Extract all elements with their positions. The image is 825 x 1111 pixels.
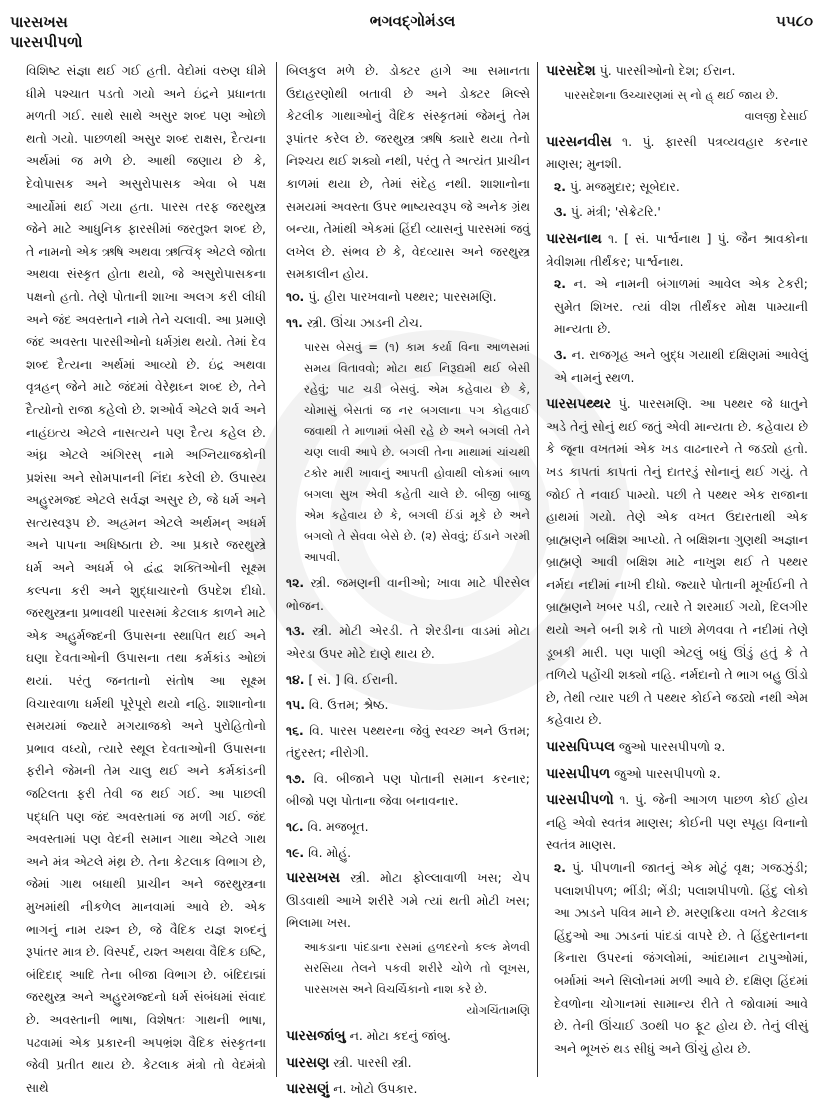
sense-17: ૧૭. વિ. બીજાને પણ પોતાની સમાન કરનાર; બીજો પણ પોતાના જેવા બનાવનાર. [286,770,530,809]
sense-10: ૧૦. પું. હીરા પારખવાનો પથ્થર; પારસમણિ. [286,288,497,304]
column-divider-1 [276,62,277,1077]
entry-paraspipalo: પારસપીપળો ૧. પું. જેની આગળ પાછળ કોઈ હોય નહિ એવો સ્વતંત્ર માણસ; કોઈની પણ સ્પૃહા વિનાનો સ્વતંત્ર માણસ. ૨. પું. પીપળાની જાતનું એક મોટું વૃક્ષ; ગજઝુંડી; પલાશપીપળ; ભીંડી; ભેંડી; પલાશપીપળો. હિંદુ લોકો આ ઝાડને પવિત્ર માને છે. મરણક્રિયા વખતે કેટલાક હિંદુઓ આ ઝાડનાં પાંદડાં વાપરે છે. તે હિંદુસ્તાનના કિનારા ઉપરનાં જંગલોમાં, આંદામાન ટાપુઓમાં, બર્મામાં અને સિલોનમાં મળી આવે છે. દક્ષિણ હિંદમાં દેવળોના ચોગાનમાં સામાન્ય રીતે તે જોવામાં આવે છે. તેની ઊંચાઈ ૩૦થી ૫૦ ફૂટ હોય છે. તેનું લીસું અને ભૂખરું થડ સીધું અને ઊંચું હોય છે. [546,789,808,1060]
citation-block: આકડાના પાંદડાના રસમાં હળદરનો કલ્ક મેળવી સરસિયા તેલને પકવી શરીરે ચોળે તો લૂખસ, પારસખસ અને વિચર્ચિકાનો નાશ કરે છે. યોગચિંતામણિ [304,937,530,1021]
sense-14: ૧૪. [ સં. ] વિ. ઈરાની. [286,671,398,687]
entry-paraspippal: પારસપિપ્પલ જુઓ પારસપીપળો ૨. [546,739,726,756]
sense-16: ૧૬. વિ. પારસ પથ્થરના જેવું સ્વચ્છ અને ઉત્તમ; તંદુરસ્ત; નીરોગી. [286,722,530,761]
entry-parasanu: પારસણું ન. ખોટો ઉપકાર. [286,1081,418,1098]
sense-19: ૧૯. વિ. મોહું. [286,844,352,860]
column-2 [286,60,530,1105]
citation-source: વાલજી દેસાઈ [744,108,808,123]
headword: પારસપીપળો [546,792,614,809]
entry-paraskhas: પારસખસ સ્ત્રી. મોટા ફોલ્લાવાળી ખસ; ચેપ ઊડવાથી આખે શરીરે ગમે ત્યાં થતી મોટી ખસ; ભિલામા ખસ. આકડાના પાંદડાના રસમાં હળદરનો કલ્ક મેળવી સરસિયા તેલને પકવી શરીરે ચોળે તો લૂખસ, પારસખસ અને વિચર્ચિકાનો નાશ કરે છે. યોગચિંતામણિ [286,867,530,1021]
sense: ૩. પું. મંત્રી; 'સેક્રેટરિ.' [554,204,661,220]
guide-word-first: પારસખસ [10,13,68,31]
column-divider-2 [537,62,538,1077]
page-number: ૫૫૮૦ [776,12,813,30]
sense-12: ૧૨. સ્ત્રી. જમણની વાનીઓ; ખાવા માટે પીરસેલ ભોજન. [286,575,530,613]
continued-paragraph: બિલકુલ મળે છે. ડોક્ટર હાગે આ સમાનતા ઉદાહરણોથી બતાવી છે અને ડોક્ટર મિલ્સે કેટલીક ગાથાઓનું વૈદિક સંસ્કૃતમાં જેમનું તેમ રૂપાંતર કરેલ છે. જરથુસ્ત્ર ઋષિ ક્યારે થયા તેનો નિશ્ચય થઈ શક્યો નથી, પરંતુ તે અત્યંત પ્રાચીન કાળમાં થયા છે, તેમાં સંદેહ નથી. શાશાનોના સમયમાં અવસ્તા ઉપર ભાષ્યસ્વરૂપ જે અનેક ગ્રંથ બન્યા, તેમાંથી એકમાં હિંદી વ્યાસનું પારસમાં જવું લખેલ છે. સંભવ છે કે, વેદવ્યાસ અને જરથુસ્ત્ર સમકાલીન હોય. [286,63,530,282]
headword: પારસપિપ્પલ [546,739,615,756]
sense: ૩. ન. રાજગૃહ અને બુદ્ધ ગયાથી દક્ષિણમાં આવેલું એ નામનું સ્થળ. [554,346,808,385]
guide-word-last: પારસપીપળો [10,33,83,51]
sense: ૨. ન. એ નામની બંગાળમાં આવેલ એક ટેકરી; સુમેત શિખર. ત્યાં વીશ તીર્થંકર મોક્ષ પામ્યાની માન્યતા છે. [554,276,808,337]
sense-13: ૧૩. સ્ત્રી. મોટી એરડી. તે શેરડીના વાડમાં મોટા એરડા ઉપર મોટે દાણે થાય છે. [286,623,530,661]
idiom-block: પારસ બેસવું = (૧) કામ કર્યા વિના આળસમાં સમય વિતાવવો; મોટા થઈ નિરૂદ્યમી થઈ બેસી રહેવું; પાટ ચડી બેસવું. એમ કહેવાય છે કે, ચોમાસું બેસતાં જ નર બગલાના પગ કોહવાઈ જવાથી તે માળામાં બેસી રહે છે અને બગલી તેને ચણ લાવી આપે છે. બગલી તેના માથામાં ચાંચથી ટકોર મારી ખાવાનું આપતી હોવાથી લોકમાં બાળ બગલા સુખ એવી કહેતી ચાલે છે. બીજી બાજુ એમ કહેવાય છે કે, બગલી ઈંડાં મૂકે છે અને બગલો તે સેવવા બેસે છે. (૨) સેવવું; ઈંડાને ગરમી આપવી. [304,340,530,565]
headword: પારસપીપળ [546,765,611,782]
column-3 [546,60,808,1064]
column-1 [26,60,266,1099]
entry-parasjambu: પારસજાંબુ ન. મોટા કદનું જાંબુ. [286,1028,451,1045]
sense: ૨. પું. મજમુદાર; સૂબેદાર. [554,178,680,194]
headword: પારસજાંબુ [286,1028,346,1045]
sense-15: ૧૫. વિ. ઉત્તમ; શ્રેષ્ઠ. [286,697,389,713]
entry-paraspipal: પારસપીપળ જુઓ પારસપીપળો ૨. [546,765,721,782]
entry-parasdesh: પારસદેશ પું. પારસીઓનો દેશ; ઈરાન. પારસદેશના ઉચ્ચારણમાં સ્ નો હ્ થઈ જાય છે. વાલજી દેસાઈ [546,60,808,127]
headword: પારસદેશ [546,63,596,79]
entry-parasnath: પારસનાથ ૧. [ સં. પાર્શ્વનાથ ] પું. જૈન શ્રાવકોના ત્રેવીશમા તીર્થંકર; પાર્શ્વનાથ. ૨. ન. એ નામની બંગાળમાં આવેલ એક ટેકરી; સુમેત શિખર. ત્યાં વીશ તીર્થંકર મોક્ષ પામ્યાની માન્યતા છે. ૩. ન. રાજગૃહ અને બુદ્ધ ગયાથી દક્ષિણમાં આવેલું એ નામનું સ્થળ. [546,228,808,389]
headword: પારસનવીસ [546,133,612,150]
headword: પારસખસ [286,870,340,887]
headword: પારસનાથ [546,230,602,247]
running-title: ભગવદ્ગોમંડલ [369,12,456,30]
page-header [0,0,825,58]
entry-paraspaththar: પારસપથ્થર પું. પારસમણિ. આ પથ્થર જે ધાતુને અડે તેનું સોનું થઈ જતું એવી માન્યતા છે. કહેવાય છે કે જૂના વખતમાં એક ખડ વાઢનારને તે જડ્યો હતો. ખડ કાપતાં કાપતાં તેનું દાતરડું સોનાનું થઈ ગયું. તે જોઈ તે નવાઈ પામ્યો. પછી તે પથ્થર એક રાજાના હાથમાં ગયો. તેણે એક વખત ઉદારતાથી એક બ્રાહ્મણને બક્ષિશ આપ્યો. તે બક્ષિશના ગુણથી અજ્ઞાન બ્રાહ્મણે આવી બક્ષિશ માટે નાખુશ થઈ તે પથ્થર નર્મદા નદીમાં નાખી દીધો. જ્યારે પોતાની મૂર્ખાઈની તે બ્રાહ્મણને ખબર પડી, ત્યારે તે શરમાઈ ગયો, દિલગીર થયો અને બની શકે તો પાછો મેળવવા તે નદીમાં તેણે ડૂબકી મારી. પણ પાણી એટલું બધું ઊંડું હતું કે તે તળિયે પહોંચી શક્યો નહિ. નર્મદાનો તે ભાગ બહુ ઊંડો છે, તેથી ત્યાર પછી તે પથ્થર કોઈને જડ્યો નથી એમ કહેવાય છે. [546,396,808,728]
entry-parasan: પારસણ સ્ત્રી. પારસી સ્ત્રી. [286,1054,412,1071]
sense: ૨. પું. પીપળાની જાતનું એક મોટું વૃક્ષ; ગજઝુંડી; પલાશપીપળ; ભીંડી; ભેંડી; પલાશપીપળો. હિંદુ લોકો આ ઝાડને પવિત્ર માને છે. મરણક્રિયા વખતે કેટલાક હિંદુઓ આ ઝાડનાં પાંદડાં વાપરે છે. તે હિંદુસ્તાનના કિનારા ઉપરનાં જંગલોમાં, આંદામાન ટાપુઓમાં, બર્મામાં અને સિલોનમાં મળી આવે છે. દક્ષિણ હિંદમાં દેવળોના ચોગાનમાં સામાન્ય રીતે તે જોવામાં આવે છે. તેની ઊંચાઈ ૩૦થી ૫૦ ફૂટ હોય છે. તેનું લીસું અને ભૂખરું થડ સીધું અને ઊંચું હોય છે. [554,860,808,1056]
sense-11: ૧૧. સ્ત્રી. ઊંચા ઝાડની ટોચ. [286,314,423,330]
citation-source: યોગચિંતામણિ [466,1003,530,1018]
headword: પારસણ [286,1054,330,1071]
entry-parasnavis: પારસનવીસ ૧. પું. ફારસી પત્રવ્યવહાર કરનાર માણસ; મુનશી. ૨. પું. મજમુદાર; સૂબેદાર. ૩. પું. મંત્રી; 'સેક્રેટરિ.' [546,131,808,224]
continued-paragraph: વિશિષ્ટ સંજ્ઞા થઈ ગઈ હતી. વેદોમાં વરુણ ધીમે ધીમે પશ્ચાત પડતો ગયો અને ઇંદ્રને પ્રધાનતા મળતી ગઈ. સાથે સાથે અસુર શબ્દ પણ ઓછો થતો ગયો. પાછળથી અસુર શબ્દ રાક્ષસ, દૈત્યના અર્થમાં જ મળે છે. આથી જણાય છે કે, દેવોપાસક અને અસુરોપાસક એવા બે પક્ષ આર્યોમાં થઈ ગયા હતા. પારસ તરફ જરથુસ્ત્ર જેને માટે આધુનિક ફારસીમાં જરતુશ્ત શબ્દ છે, તે નામનો એક ઋષિ અથવા ઋત્વિક્ એટલે જોતા અથવા સંસ્કૃત હોતા થયો, જે અસુરોપાસકના પક્ષનો હતો. તેણે પોતાની શાખા અલગ કરી લીધી અને જંદ અવસ્તાને નામે તેને ચલાવી. આ પ્રમાણે જંદ અવસ્તા પારસીઓનો ધર્મગ્રંથ થયો. તેમાં દેવ શબ્દ દૈત્યના અર્થમાં આવ્યો છે. ઇંદ્ર અથવા વૃત્રહન્ જેને માટે જંદમાં વેરેથ્રઘ્ન શબ્દ છે, તેને દૈત્યોનો રાજા કહેલો છે. શઓર્વ એટલે શર્વ અને નાહંઇત્ય એટલે નાસત્યને પણ દૈત્ય કહેલ છે. અંઘ્ર એટલે અંગિરસ્ નામે અગ્નિયાજકોની પ્રશંસા અને સોમપાનની નિંદા કરેલી છે. ઉપાસ્ય અહુરમજ્દ એટલે સર્વજ્ઞ અસુર છે, જે ધર્મ અને સત્યસ્વરૂપ છે. અહ્રમન એટલે અર્થમન્ અધર્મ અને પાપના અધિષ્ઠાતા છે. આ પ્રકારે જરથુસ્ત્રે ધર્મ અને અધર્મ બે દ્વંદ્વ શક્તિઓની સૂક્ષ્મ કલ્પના કરી અને શુદ્ધાચારનો ઉપદેશ દીધો. જરથુસ્ત્રના પ્રભાવથી પારસમાં કેટલાક કાળને માટે એક અહુર્મજ્દની ઉપાસના સ્થાપિત થઈ અને ઘણા દેવતાઓની ઉપાસના તથા કર્મકાંડ ઓછાં થયાં. પરંતુ જનતાનો સંતોષ આ સૂક્ષ્મ વિચારવાળા ધર્મથી પૂરેપૂરો થયો નહિ. શાશાનોના સમયમાં જ્યારે મગયાજકો અને પુરોહિતોનો પ્રભાવ વધ્યો, ત્યારે સ્થૂલ દેવતાઓની ઉપાસના ફરીને જેમની તેમ ચાલુ થઈ અને કર્મકાંડની જટિલતા ફરી તેવી જ થઈ ગઈ. આ પાછલી પદ્ધતિ પણ જંદ અવસ્તામાં જ મળી ગઈ. જંદ અવસ્તામાં પણ વેદની સમાન ગાથા એટલે ગાથ અને મંત્ર એટલે મંથ્ર છે. તેના કેટલાક વિભાગ છે, જેમાં ગાથ બધાથી પ્રાચીન અને જરથુસ્ત્રના મુખમાંથી નીકળેલ માનવામાં આવે છે. એક ભાગનું નામ યશ્ન છે, જે વૈદિક યજ્ઞ શબ્દનું રૂપાંતર માત્ર છે. વિસ્પર્દ, યશ્ત અથવા વૈદિક ઇષ્ટિ, બંદિદાદ્ આદિ તેના બીજા વિભાગ છે. બંદિદાદ્માં જરથુસ્ત્ર અને અહુરમજ્દનો ધર્મ સંબંધમાં સંવાદ છે. અવસ્તાની ભાષા, વિશેષતઃ ગાથની ભાષા, પઢવામાં એક પ્રકારની અપભ્રંશ વૈદિક સંસ્કૃતના જેવી પ્રતીત થાય છે. કેટલાક મંત્રો તો વેદમંત્રો સાથે [26,63,266,1095]
headword: પારસપથ્થર [546,396,612,413]
headword: પારસણું [286,1081,330,1098]
sense-18: ૧૮. વિ. મજબૂત. [286,819,369,835]
citation-block: પારસદેશના ઉચ્ચારણમાં સ્ નો હ્ થઈ જાય છે. વાલજી દેસાઈ [564,85,808,127]
